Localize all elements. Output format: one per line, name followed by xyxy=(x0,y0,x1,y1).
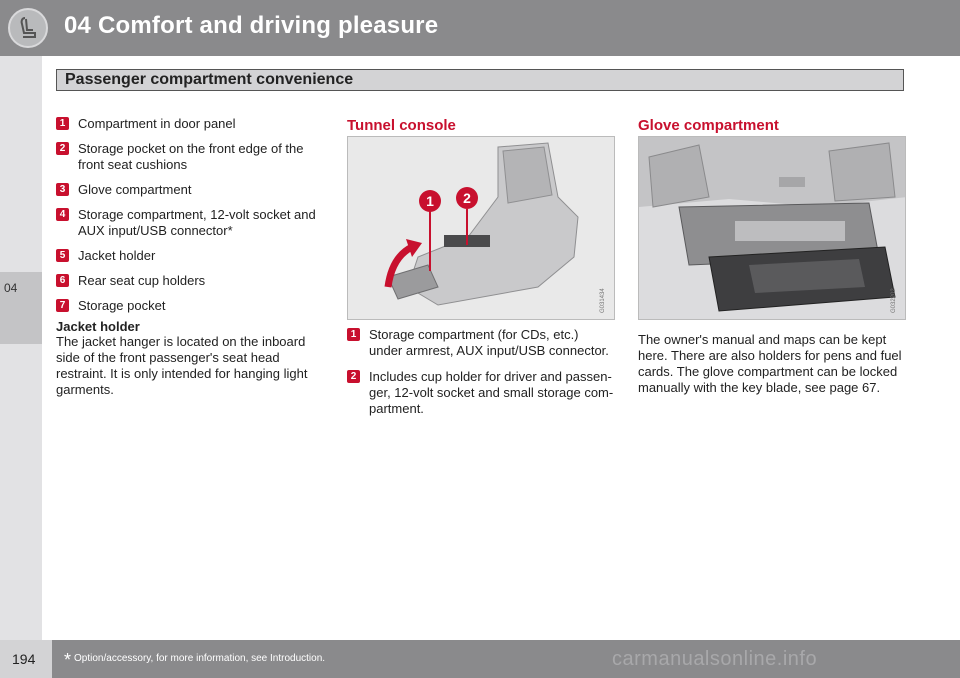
image-code: G031434 xyxy=(600,288,606,313)
callout-2: 2 xyxy=(456,187,478,209)
storage-list xyxy=(56,116,326,323)
tunnel-console-captions xyxy=(347,327,615,427)
section-header xyxy=(56,69,904,91)
glove-compartment-heading: Glove compartment xyxy=(638,117,779,134)
caption-text: Storage compartment (for CDs, etc.) under armrest, AUX input/USB connector. xyxy=(369,327,609,358)
list-item xyxy=(56,207,326,239)
number-badge: 1 xyxy=(56,117,69,130)
list-item xyxy=(56,273,326,289)
tunnel-console-illustration xyxy=(348,137,615,320)
list-item xyxy=(56,141,326,173)
number-badge: 1 xyxy=(347,328,360,341)
chapter-title: 04 Comfort and driving pleasure xyxy=(64,12,439,39)
caption-text: Includes cup holder for driver and passen-ger, 12-volt socket and small storage com-partment. xyxy=(369,369,614,416)
list-item xyxy=(56,298,326,314)
section-title: Passenger compartment convenience xyxy=(65,71,354,88)
page-number: 194 xyxy=(12,651,36,667)
seat-icon xyxy=(8,8,48,48)
number-badge: 4 xyxy=(56,208,69,221)
glove-compartment-illustration xyxy=(639,137,906,320)
list-item xyxy=(347,369,615,417)
chapter-tab-label: 04 xyxy=(4,281,18,295)
image-code: G032202 xyxy=(891,288,897,313)
watermark: carmanualsonline.info xyxy=(612,648,818,670)
glove-compartment-text: The owner's manual and maps can be kept here. There are also holders for pens and fuel cards. The glove compartment can be locked manually with the key blade, see page 67. xyxy=(638,332,902,395)
tunnel-console-heading: Tunnel console xyxy=(347,117,456,134)
list-item-text: Jacket holder xyxy=(78,248,156,263)
list-item xyxy=(56,248,326,264)
callout-1: 1 xyxy=(419,190,441,212)
number-badge: 7 xyxy=(56,299,69,312)
list-item-text: Compartment in door panel xyxy=(78,116,236,131)
footnote-text: Option/accessory, for more information, see Introduction. xyxy=(74,653,326,664)
list-item xyxy=(56,116,326,132)
footnote xyxy=(64,650,325,671)
glove-compartment-image xyxy=(638,136,906,320)
list-item-text: Storage compartment, 12-volt socket and AUX input/USB connector* xyxy=(78,207,316,238)
list-item xyxy=(347,327,615,359)
list-item-text: Glove compartment xyxy=(78,182,192,197)
number-badge: 6 xyxy=(56,274,69,287)
number-badge: 3 xyxy=(56,183,69,196)
list-item-text: Rear seat cup holders xyxy=(78,273,206,288)
tunnel-console-image xyxy=(347,136,615,320)
number-badge: 5 xyxy=(56,249,69,262)
list-item xyxy=(56,182,326,198)
list-item-text: Storage pocket on the front edge of the front seat cushions xyxy=(78,141,304,172)
jacket-holder-text: The jacket hanger is located on the inboard side of the front passenger's seat head restraint. It is only intended for hanging light garments. xyxy=(56,334,308,397)
side-strip xyxy=(0,56,42,640)
number-badge: 2 xyxy=(56,142,69,155)
footnote-star: * xyxy=(64,650,72,670)
list-item-text: Storage pocket xyxy=(78,298,166,313)
jacket-holder-heading: Jacket holder xyxy=(56,319,140,334)
number-badge: 2 xyxy=(347,370,360,383)
